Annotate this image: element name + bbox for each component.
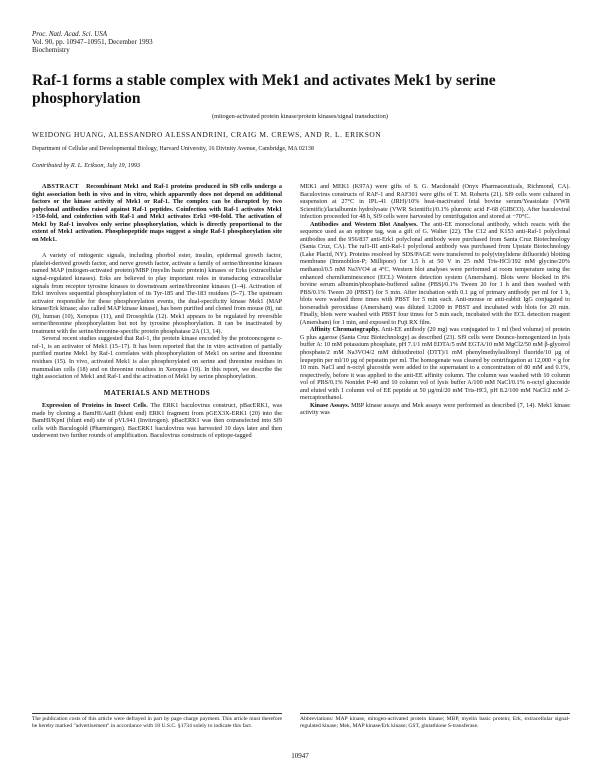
authors: WEIDONG HUANG, ALESSANDRO ALESSANDRINI, CRAIG M. CREWS, AND R. L. ERIKSON (32, 130, 382, 139)
abstract (32, 183, 282, 243)
paper-title: Raf-1 forms a stable complex with Mek1 and activates Mek1 by serine phosphorylation (32, 72, 496, 107)
journal-header (32, 30, 153, 54)
abstract-label: ABSTRACT (42, 183, 79, 190)
page-number: 10947 (291, 752, 309, 760)
right-column (300, 183, 570, 417)
section-heading: MATERIALS AND METHODS (103, 388, 211, 397)
paragraph-text: MBP kinase assays and Mek assays were performed as described (7, 14). Mek1 kinase activity was (300, 401, 571, 417)
footnote-abbreviations: Abbreviations: MAP kinase, mitogen-activated protein kinase; MBP, myelin basic protein; Erk, extracellular signal-regulated kinase; Mek, MAP kinase/Erk kinase; GST, glutathione S-transferase. (300, 713, 570, 729)
methods-paragraph (300, 183, 570, 221)
methods-paragraph (32, 402, 282, 440)
paragraph-lead: Antibodies and Western Blot Analyses. (310, 220, 418, 228)
methods-paragraph (300, 326, 570, 401)
paragraph-text: The anti-EE monoclonal antibody, which reacts with the sequence used as an epitope tag, was a gift of G. Walter (22). The C12 and K153 anti-Raf-1 polyclonal antibodies and the 956/837 anti-Erk1 polyclonal antibody were purchased from Santa Cruz Biotechnology (Santa Cruz, CA). The raf1-III anti-Raf-1 polyclonal antibody was purchased from Upstate Biotechnology (Lake Placid, NY). Proteins resolved by SDS/PAGE were transferred to poly(vinylidene difluoride) blotting membrane (Immobilon-P; Millipore) for 1.5 h at 50 V in 25 mM Tris-HCl/192 mM glycine/20% methanol/0.5 mM Na3VO4 at 4°C. Western blot analyses were performed at room temperature using the enhanced chemiluminescence (ECL) Western detection system (Amersham). Blots were blocked in 8% bovine serum albumin/phosphate-buffered saline (PBS)/0.1% Tween 20 for 1 h and then washed with PBS/0.1% Tween 20 (PBST) for 5 min. After incubation with 0.1 µg of primary antibody per ml for 1 h, blots were washed three times with PBST for 5 min each. Anti-mouse or anti-rabbit IgG conjugated to horseradish peroxidase (Amersham) was diluted 1:2000 in PBST and incubated with blots for 20 min. Finally, blots were washed with PBST four times for 5 min each, incubated with the ECL detection reagent (Amersham) for 1 min, and exposed to Fuji RX film. (300, 220, 571, 326)
journal-section: Biochemistry (32, 46, 70, 54)
paragraph-text: Anti-EE antibody (20 mg) was conjugated to 1 ml (bed volume) of protein G plus agarose (Santa Cruz Biotechnology) as described (23). Sf9 cells were Dounce-homogenized in lysis buffer A: 10 mM potassium phosphate, pH 7.1/1 mM EDTA/5 mM EGTA/10 mM MgCl2/50 mM β-glycerol phosphate/2 mM Na3VO4/2 mM dithiothreitol (DTT)/1 mM phenylmethylsulfonyl fluoride/10 µg of leupeptin per ml/10 µg of pepstatin per ml. The homogenate was cleared by centrifugation at 12,000 × g for 10 min. NaCl and n-octyl glucoside were added to the supernatant to a concentration of 80 mM and 0.1%, respectively, before it was applied to the anti-EE affinity column. The column was washed with 10 column vol of PBS/0.1% Nonidet P-40 and 10 column vol of lysis buffer A/100 mM NaCl/0.1% n-octyl glucoside and eluted with 1 column vol of EE peptide at 50 µg/ml/20 mM Tris-HCl, pH 8.2/100 mM NaCl/2 mM 2-mercaptoethanol. (300, 326, 570, 402)
keywords: (mitogen-activated protein kinase/protein kinases/signal transduction) (212, 113, 388, 120)
intro-paragraph: Several recent studies suggested that Raf-1, the protein kinase encoded by the protooncogene c-raf-1, is an activator of Mek1 (15–17). It has been reported that the in vitro activation of partially purified murine Mek1 by Raf-1 correlates with phosphorylation of Mek1 on serine and threonine residues (15). In vivo, activated Mek1 is also phosphorylated on serine and threonine residues in mammalian cells (18) and on threonine residues in Xenopus (19). In this report, we describe the tight association of Mek1 and Raf-1 and the activation of Mek1 by serine phosphorylation. (32, 335, 282, 381)
left-column (32, 183, 282, 440)
paragraph-text: The ERK1 baculovirus construct, pBacERK1, was made by cloning a BamHI/AatII (blunt end) ERK1 fragment from pGEX3X-ERK1 (20) into the BamHI/KpnI (blunt end) site of pVL941 (Invitrogen). pBacERK1 was then cotransfected into Sf9 cells with Baculogold (Pharmingen). BacERK1 baculovirus was harvested 10 days later and then underwent two further rounds of amplification. Baculovirus constructs of epitope-tagged (32, 402, 283, 440)
contributed-by: Contributed by R. L. Erikson, July 19, 1993 (32, 162, 141, 169)
journal-name: Proc. Natl. Acad. Sci. USA (32, 30, 108, 38)
abstract-text: Recombinant Mek1 and Raf-1 proteins produced in Sf9 cells undergo a tight association both in vivo and in vitro, which apparently does not depend on additional factors or the kinase activity of Mek1 or Raf-1. The complex can be disrupted by two polyclonal antibodies raised against Raf-1 peptides. Coinfection with Raf-1 activates Mek1 >150-fold, and coinfection with Raf-1 and Mek1 activates Erk1 ≈90-fold. The activation of Mek1 by Raf-1 involves only serine phosphorylation, which is directly proportional to the extent of Mek1 activation. Phosphopeptide maps suggest a single Raf-1 phosphorylation site on Mek1. (32, 183, 282, 243)
journal-volume: Vol. 90, pp. 10947–10951, December 1993 (32, 38, 153, 46)
methods-paragraph (300, 402, 570, 417)
paragraph-text: MEK1 and MEK1 (K97A) were gifts of S. G. Macdonald (Onyx Pharmaceuticals, Richmond, CA). Baculovirus constructs of RAF-1 and RAF301 were gifts of T. M. Roberts (21). Sf9 cells were cultured in suspension at 27°C in IPL-41 (JRH)/10% heat-inactivated fetal bovine serum/Yeastolate (VWR Scientific)/lactalbumin hydrolysate (VWR Scientific)/0.1% pluronic acid F-68 (GIBCO). After baculoviral infection proceeded for 48 h, Sf9 cells were harvested by centrifugation and stored at −70°C. (300, 183, 570, 221)
intro-paragraph: A variety of mitogenic signals, including phorbol ester, insulin, epidermal growth factor, platelet-derived growth factor, and nerve growth factor, activate a family of serine/threonine kinases named MAP (mitogen-activated protein)/MBP (myelin basic protein) kinases or Erks (extracellular signal-regulated kinases). Erks are believed to play important roles in transducing extracellular signals from receptor tyrosine kinases to downstream serine/threonine kinases (1–4). Activation of Erk1 involves sequential phosphorylation of its Tyr-185 and Thr-183 residues (5–7). The upstream activator responsible for these phosphorylation events, the dual-specificity kinase Mek1 (MAP kinase/Erk kinase; also called MAP kinase kinase), has been purified and cloned from mouse (8), rat (9), human (10), Xenopus (11), and Drosophila (12). Mek1 appears to be regulated by reversible serine/threonine phosphorylation but not by tyrosine phosphorylation. It can be inactivated by treatment with the serine/threonine-specific protein phosphatase 2A (13, 14). (32, 252, 282, 335)
paragraph-lead: Affinity Chromatography. (310, 326, 380, 334)
affiliation: Department of Cellular and Developmental Biology, Harvard University, 16 Divinity Avenue, Cambridge, MA 02138 (32, 146, 314, 152)
methods-paragraph (300, 221, 570, 327)
paragraph-lead: Expression of Proteins in Insect Cells. (42, 402, 148, 410)
paragraph-lead: Kinase Assays. (310, 401, 350, 409)
footnote-publication-costs: The publication costs of this article were defrayed in part by page charge payment. This article must therefore be hereby marked "advertisement" in accordance with 18 U.S.C. §1734 solely to indicate this fact. (32, 713, 282, 729)
